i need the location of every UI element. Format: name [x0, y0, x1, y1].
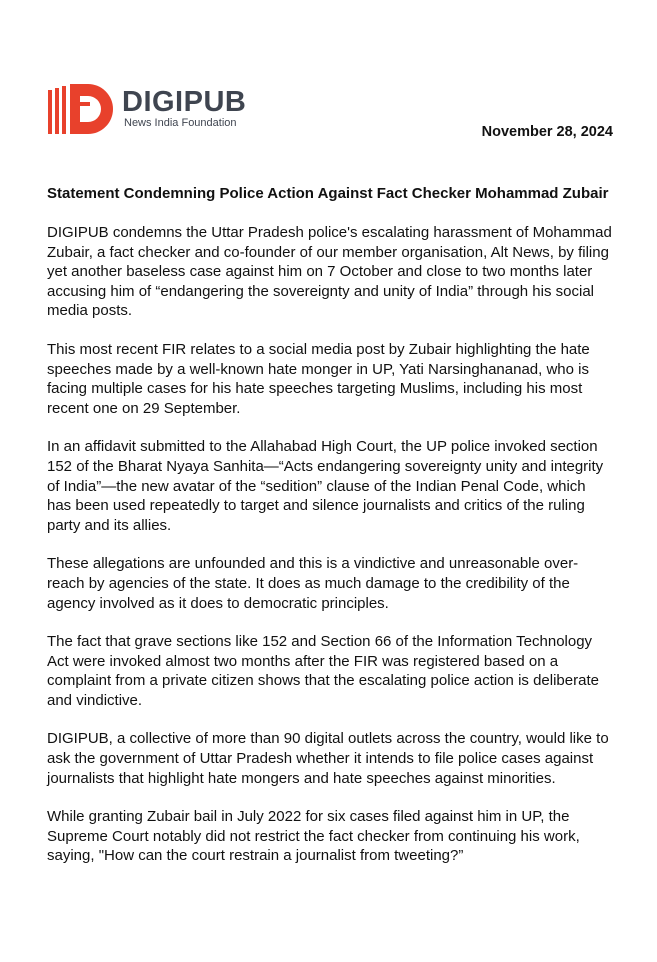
statement-body: [47, 184, 613, 885]
brand-name: DIGIPUB: [122, 86, 247, 118]
paragraph: This most recent FIR relates to a social media post by Zubair highlighting the hate speeches made by a well-known hate monger in UP, Yati Narsinghananad, who is facing multiple cases for his hate speeches targeting Muslims, including his most recent one on 29 September.: [47, 340, 590, 417]
brand-subtitle: News India Foundation: [124, 117, 237, 129]
paragraph: In an affidavit submitted to the Allahabad High Court, the UP police invoked section 152 of the Bharat Nyaya Sanhita—“Acts endangering sovereignty unity and integrity of India”—the new avatar of the “sedition” clause of the Indian Penal Code, which has been used repeatedly to target and silence journalists and critics of the ruling party and its allies.: [47, 438, 604, 534]
digipub-logo-icon: [48, 84, 114, 136]
statement-date: November 28, 2024: [481, 124, 613, 140]
paragraph: DIGIPUB condemns the Uttar Pradesh police's escalating harassment of Mohammad Zubair, a fact checker and co-founder of our member organisation, Alt News, by filing yet another baseless case against him on 7 October and close to two months later accusing him of “endangering the sovereignty and unity of India” through his social media posts.: [47, 224, 612, 320]
statement-title: Statement Condemning Police Action Against Fact Checker Mohammad Zubair: [47, 185, 609, 202]
paragraph: The fact that grave sections like 152 and Section 66 of the Information Technology Act were invoked almost two months after the FIR was registered based on a complaint from a private citizen shows that the escalating police action is deliberate and vindictive.: [47, 633, 599, 709]
paragraph: While granting Zubair bail in July 2022 for six cases filed against him in UP, the Supreme Court notably did not restrict the fact checker from continuing his work, saying, "How can the court restrain a journalist from tweeting?”: [47, 808, 580, 865]
paragraph: These allegations are unfounded and this is a vindictive and unreasonable over-reach by agencies of the state. It does as much damage to the credibility of the agency involved as it does to democratic principles.: [47, 555, 579, 612]
paragraph: DIGIPUB, a collective of more than 90 digital outlets across the country, would like to ask the government of Uttar Pradesh whether it intends to file police cases against journalists that highlight hate mongers and hate speeches against minorities.: [47, 730, 609, 787]
